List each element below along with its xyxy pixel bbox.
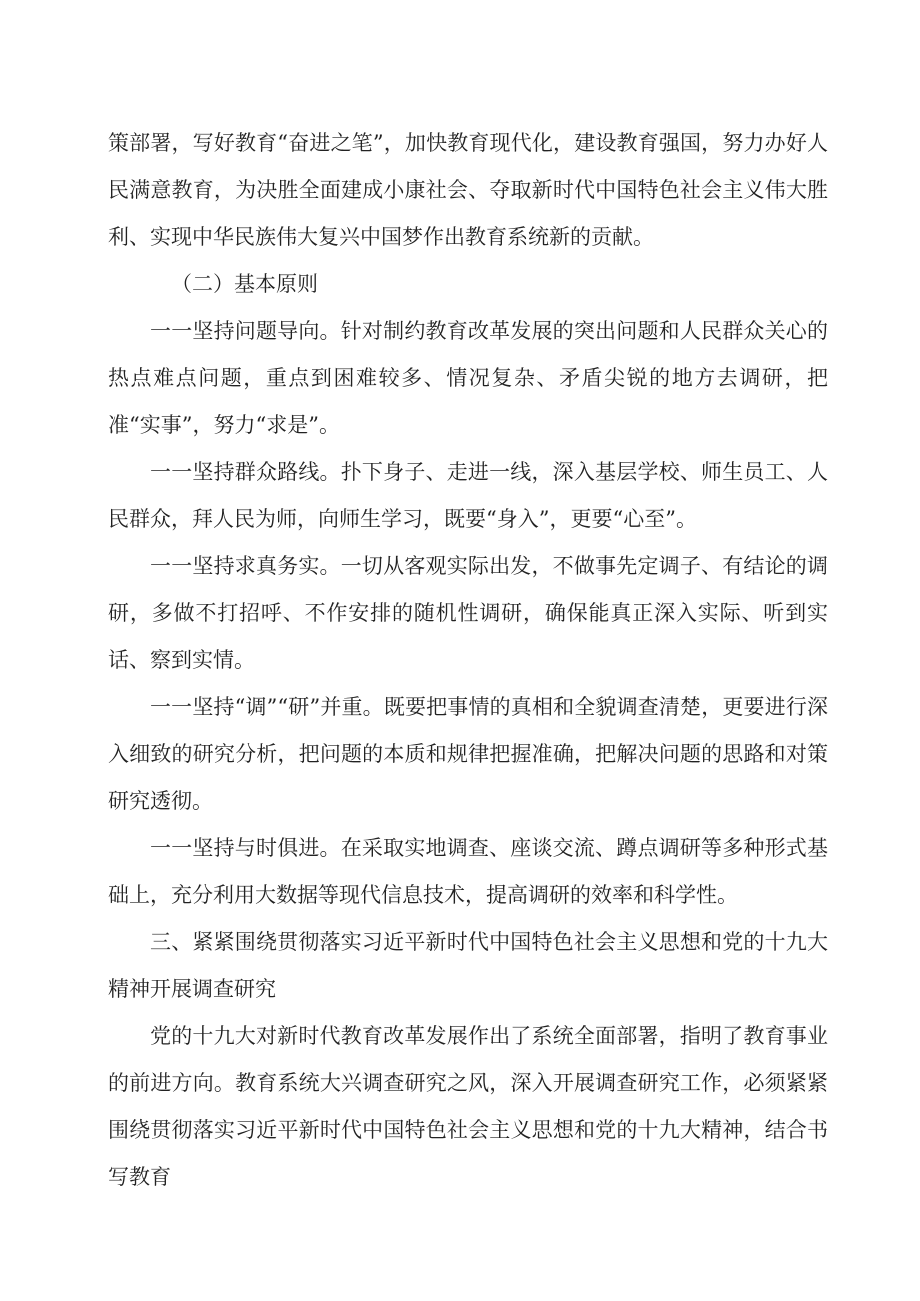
principle-problem-oriented: 一一坚持问题导向。针对制约教育改革发展的突出问题和人民群众关心的热点难点问题，重点到困难较多、情况复杂、矛盾尖锐的地方去调研，把准“实事”，努力“求是”。 [108,319,828,437]
principle-keep-pace: 一一坚持与时俱进。在采取实地调查、座谈交流、蹲点调研等多种形式基础上，充分利用大数据等现代信息技术，提高调研的效率和科学性。 [108,836,828,907]
principle-mass-line: 一一坚持群众路线。扑下身子、走进一线，深入基层学校、师生员工、人民群众，拜人民为师，向师生学习，既要“身入”，更要“心至”。 [108,460,828,531]
document-body [108,120,828,1201]
paragraph-nineteenth-congress: 党的十九大对新时代教育改革发展作出了系统全面部署，指明了教育事业的前进方向。教育系统大兴调查研究之风，深入开展调查研究工作，必须紧紧围绕贯彻落实习近平新时代中国特色社会主义思想和党的十九大精神，结合书写教育 [108,1024,828,1189]
section-heading-basic-principles: （二）基本原则 [171,272,318,296]
principle-seek-truth: 一一坚持求真务实。一切从客观实际出发，不做事先定调子、有结论的调研，多做不打招呼、不作安排的随机性调研，确保能真正深入实际、听到实话、察到实情。 [108,554,828,672]
principle-investigate-research: 一一坚持“调”“研”并重。既要把事情的真相和全貌调查清楚，更要进行深入细致的研究分析，把问题的本质和规律把握准确，把解决问题的思路和对策研究透彻。 [108,695,828,813]
paragraph-continuation: 策部署，写好教育“奋进之笔”，加快教育现代化，建设教育强国，努力办好人民满意教育，为决胜全面建成小康社会、夺取新时代中国特色社会主义伟大胜利、实现中华民族伟大复兴中国梦作出教育系统新的贡献。 [108,131,828,249]
section-heading-three: 三、紧紧围绕贯彻落实习近平新时代中国特色社会主义思想和党的十九大精神开展调查研究 [108,930,828,1001]
